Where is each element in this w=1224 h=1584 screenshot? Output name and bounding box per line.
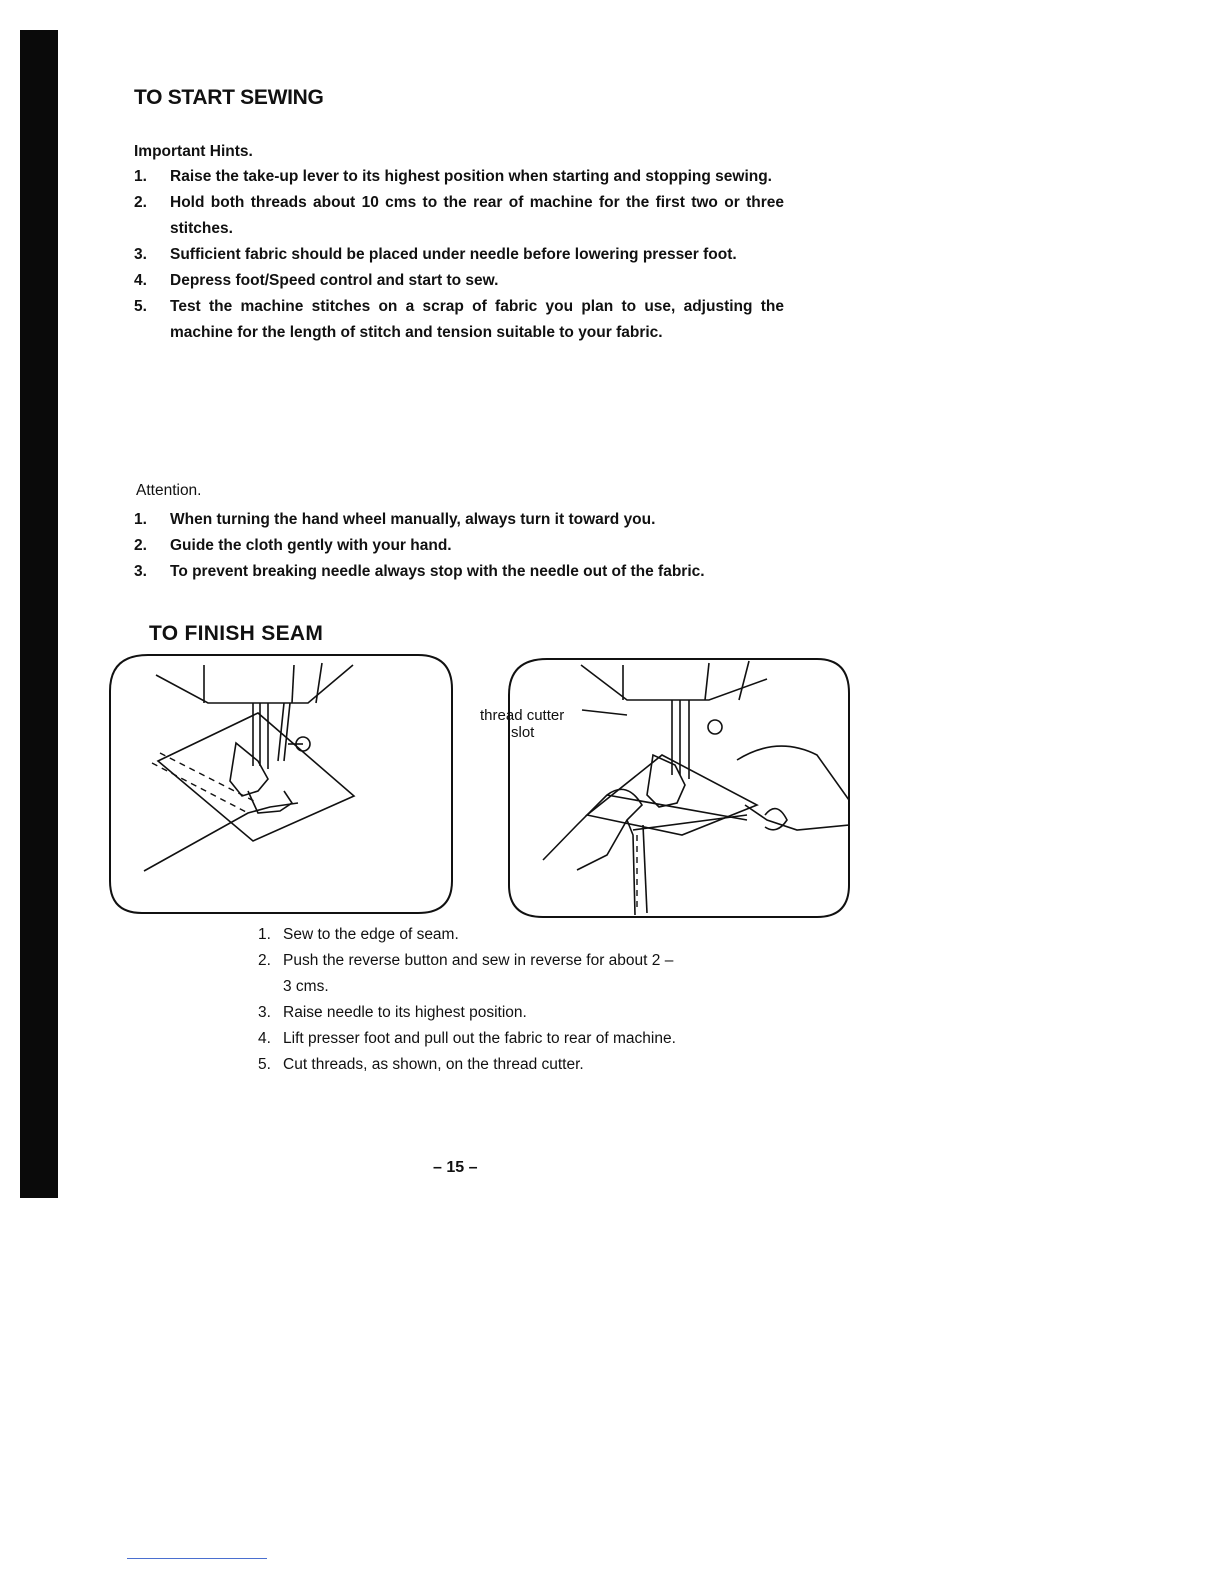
sewing-foot-illustration <box>108 651 454 915</box>
scan-margin-bar <box>20 30 58 1198</box>
thread-cutter-label: thread cutter <box>480 707 565 724</box>
footer-rule <box>127 1558 267 1559</box>
list-item: 2. Push the reverse button and sew in reverse for about 2 – 3 cms. <box>258 952 674 995</box>
attention-heading: Attention. <box>136 482 202 499</box>
thread-cutter-illustration <box>477 655 851 919</box>
list-item: 4. Lift presser foot and pull out the fabric to rear of machine. <box>258 1030 676 1047</box>
list-item: 1. Sew to the edge of seam. <box>258 926 459 943</box>
list-item: 3. To prevent breaking needle always stop with the needle out of the fabric. <box>134 563 705 580</box>
section-title-start-sewing: TO START SEWING <box>134 86 324 109</box>
page-number: – 15 – <box>433 1159 478 1176</box>
list-item: 5. Cut threads, as shown, on the thread cutter. <box>258 1056 584 1073</box>
important-hints-list <box>134 164 784 346</box>
important-hints-heading: Important Hints. <box>134 143 253 160</box>
finish-seam-steps <box>258 922 678 1078</box>
list-item: 2. Hold both threads about 10 cms to the rear of machine for the first two or three stitches. <box>134 194 784 237</box>
section-title-finish-seam: TO FINISH SEAM <box>149 622 324 645</box>
list-item: 3. Sufficient fabric should be placed under needle before lowering presser foot. <box>134 246 737 263</box>
list-item: 5. Test the machine stitches on a scrap of fabric you plan to use, adjusting the machine for the length of stitch and tension suitable to your fabric. <box>134 298 784 341</box>
list-item: 3. Raise needle to its highest position. <box>258 1004 527 1021</box>
list-item: 2. Guide the cloth gently with your hand. <box>134 537 452 554</box>
list-item: 1. When turning the hand wheel manually, always turn it toward you. <box>134 511 656 528</box>
attention-list <box>134 507 784 585</box>
list-item: 1. Raise the take-up lever to its highest position when starting and stopping sewing. <box>134 168 772 185</box>
slot-label: slot <box>511 724 535 741</box>
list-item: 4. Depress foot/Speed control and start to sew. <box>134 272 499 289</box>
